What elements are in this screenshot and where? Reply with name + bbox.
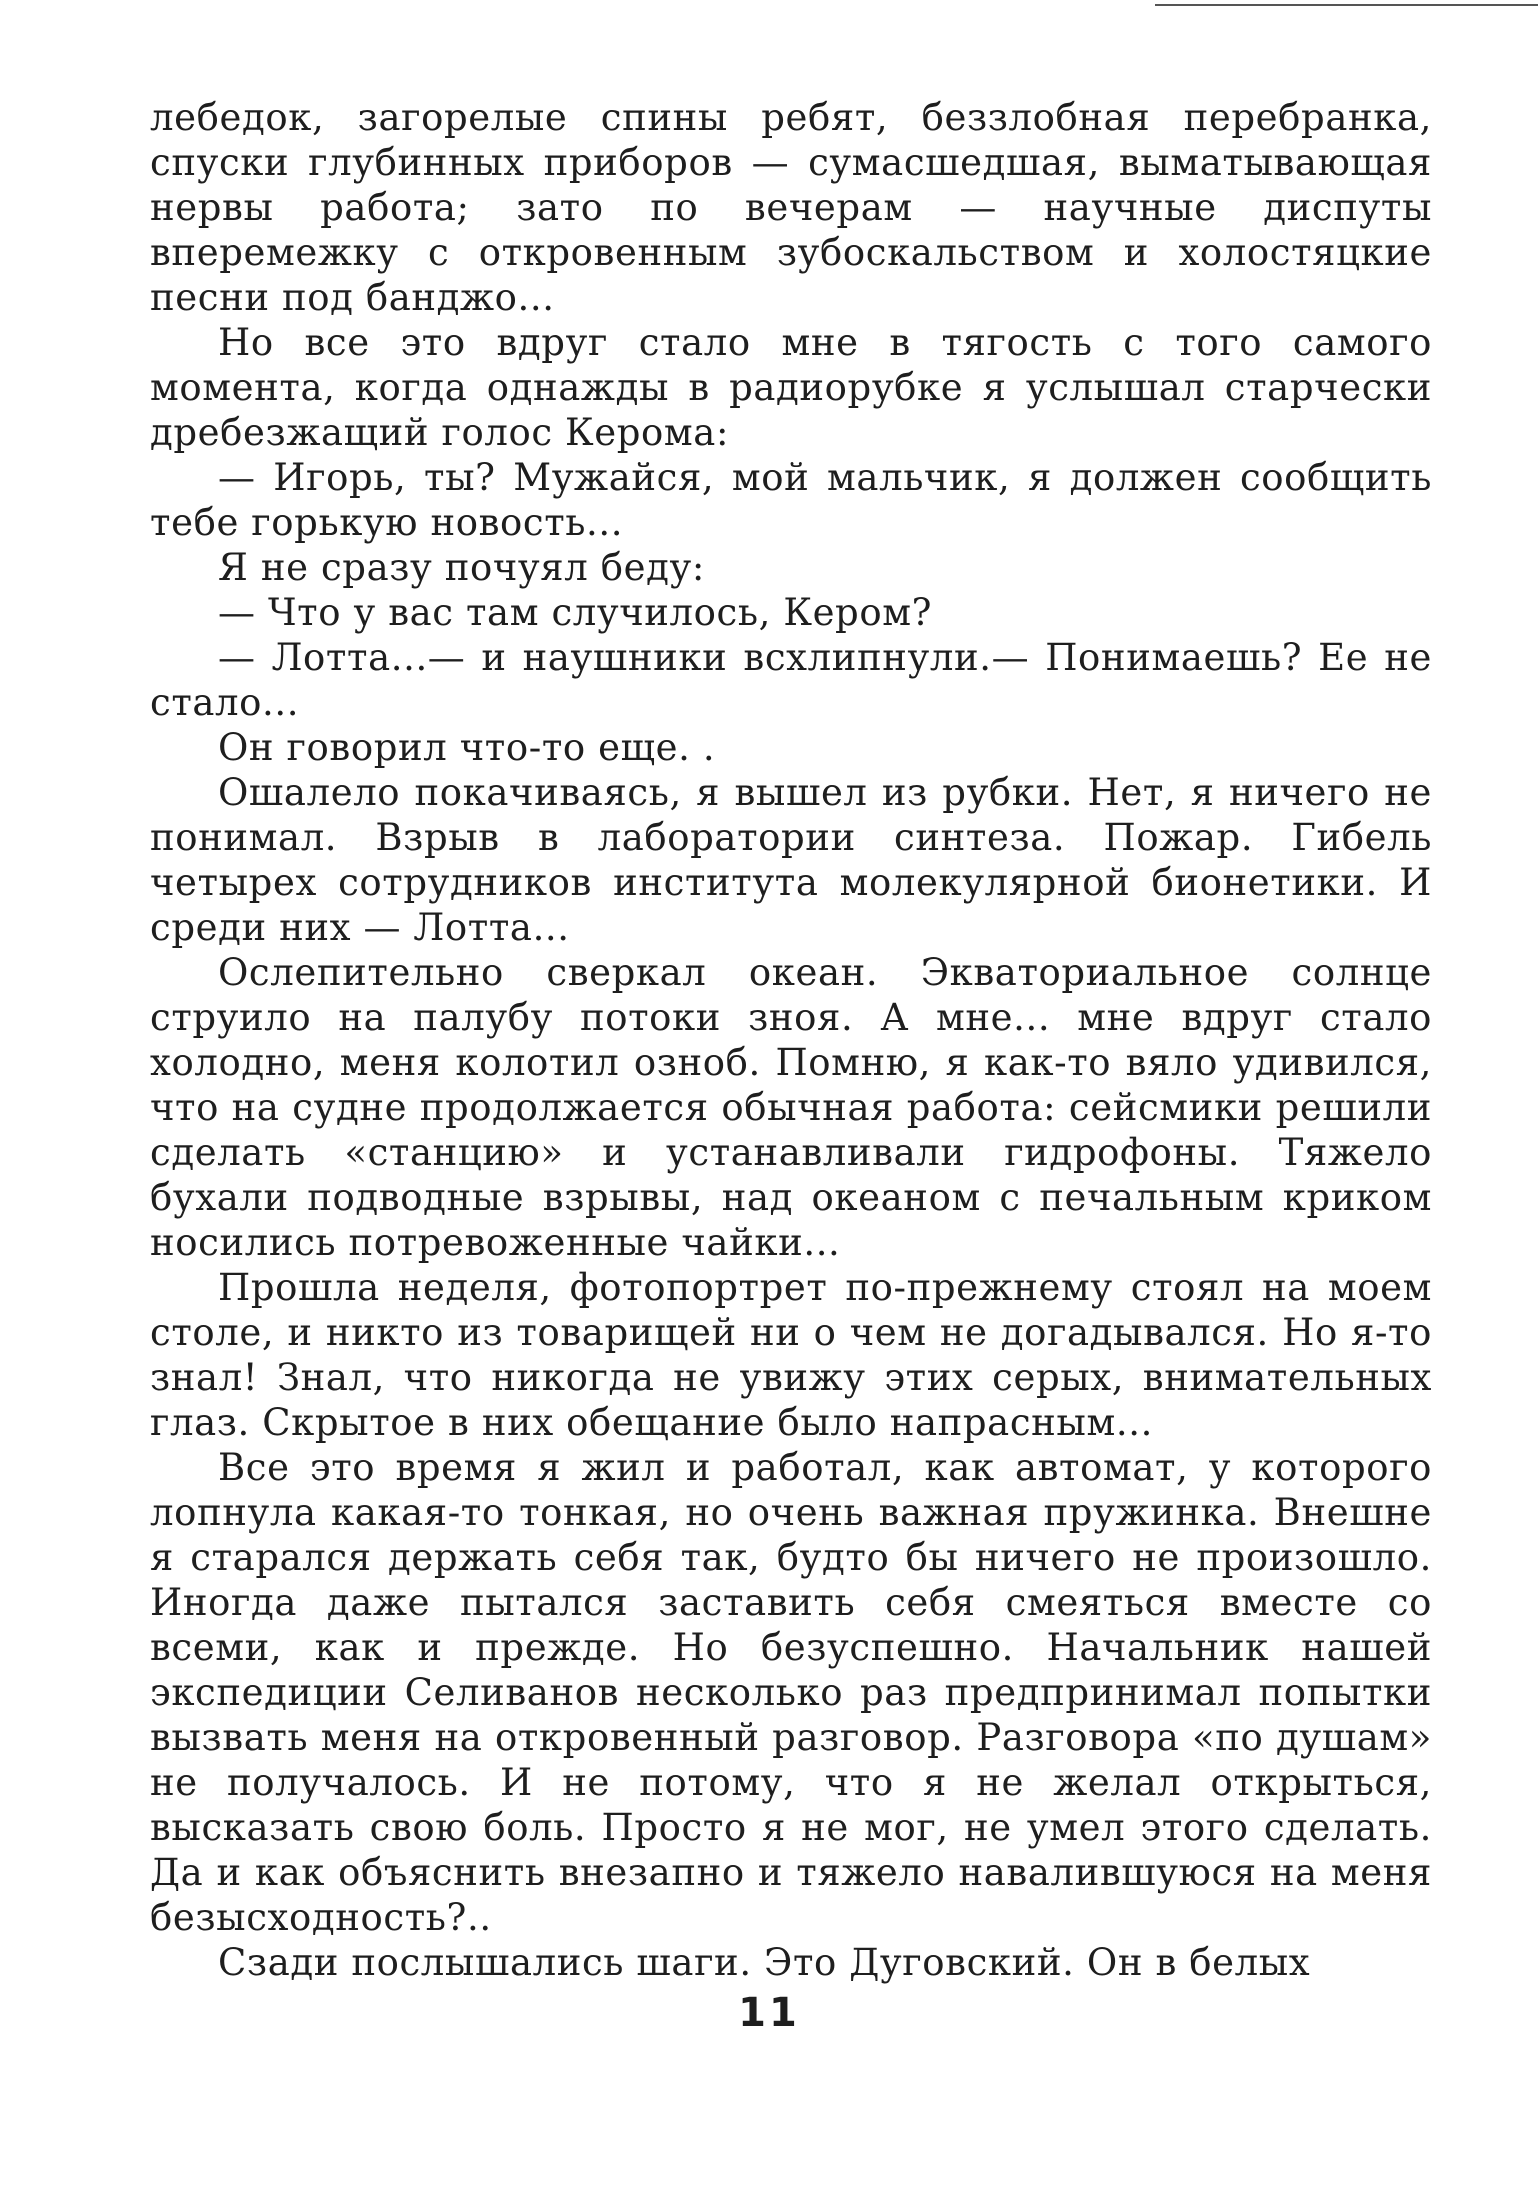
paragraph-7: Он говорил что-то еще. . xyxy=(218,726,716,769)
paragraph-3: — Игорь, ты? Мужайся, мой мальчик, я должен сообщить тебе горькую новость... xyxy=(150,456,1432,544)
paragraph-5: — Что у вас там случилось, Кером? xyxy=(218,591,933,634)
paragraph-4: Я не сразу почуял беду: xyxy=(218,546,705,589)
paragraph-9: Ослепительно сверкал океан. Экваториальное солнце струило на палубу потоки зноя. А мне... мне вдруг стало холодно, меня колотил озноб. Помню, я как-то вяло удивился, что на судне продолжается обычная работа: сейсмики решили сделать «станцию» и устанавливали гидрофоны. Тяжело бухали подводные взрывы, над океаном с печальным криком носились потревоженные чайки... xyxy=(150,951,1432,1264)
paragraph-6: — Лотта...— и наушники всхлипнули.— Понимаешь? Ее не стало... xyxy=(150,636,1432,724)
paragraph-1: лебедок, загорелые спины ребят, беззлобная перебранка, спуски глубинных приборов — сумасшедшая, выматывающая нервы работа; зато по вечерам — научные диспуты вперемежку с откровенным зубоскальством и холостяцкие песни под банджо... xyxy=(150,96,1432,319)
paragraph-8: Ошалело покачиваясь, я вышел из рубки. Нет, я ничего не понимал. Взрыв в лаборатории синтеза. Пожар. Гибель четырех сотрудников института молекулярной бионетики. И среди них — Лотта... xyxy=(150,771,1432,949)
top-rule xyxy=(1155,4,1538,6)
paragraph-2: Но все это вдруг стало мне в тягость с того самого момента, когда однажды в радиорубке я услышал старчески дребезжащий голос Керома: xyxy=(150,321,1432,454)
paragraph-10: Прошла неделя, фотопортрет по-прежнему стоял на моем столе, и никто из товарищей ни о чем не догадывался. Но я-то знал! Знал, что никогда не увижу этих серых, внимательных глаз. Скрытое в них обещание было напрасным... xyxy=(150,1266,1432,1444)
paragraph-11: Все это время я жил и работал, как автомат, у которого лопнула какая-то тонкая, но очень важная пружинка. Внешне я старался держать себя так, будто бы ничего не произошло. Иногда даже пытался заставить себя смеяться вместе со всеми, как и прежде. Но безуспешно. Начальник нашей экспедиции Селиванов несколько раз предпринимал попытки вызвать меня на откровенный разговор. Разговора «по душам» не получалось. И не потому, что я не желал открыться, высказать свою боль. Просто я не мог, не умел этого сделать. Да и как объяснить внезапно и тяжело навалившуюся на меня безысходность?.. xyxy=(150,1446,1432,1939)
paragraph-12: Сзади послышались шаги. Это Дуговский. Он в белых xyxy=(218,1941,1311,1984)
page-number: 11 xyxy=(738,1990,800,2036)
body-text xyxy=(150,95,1432,1985)
